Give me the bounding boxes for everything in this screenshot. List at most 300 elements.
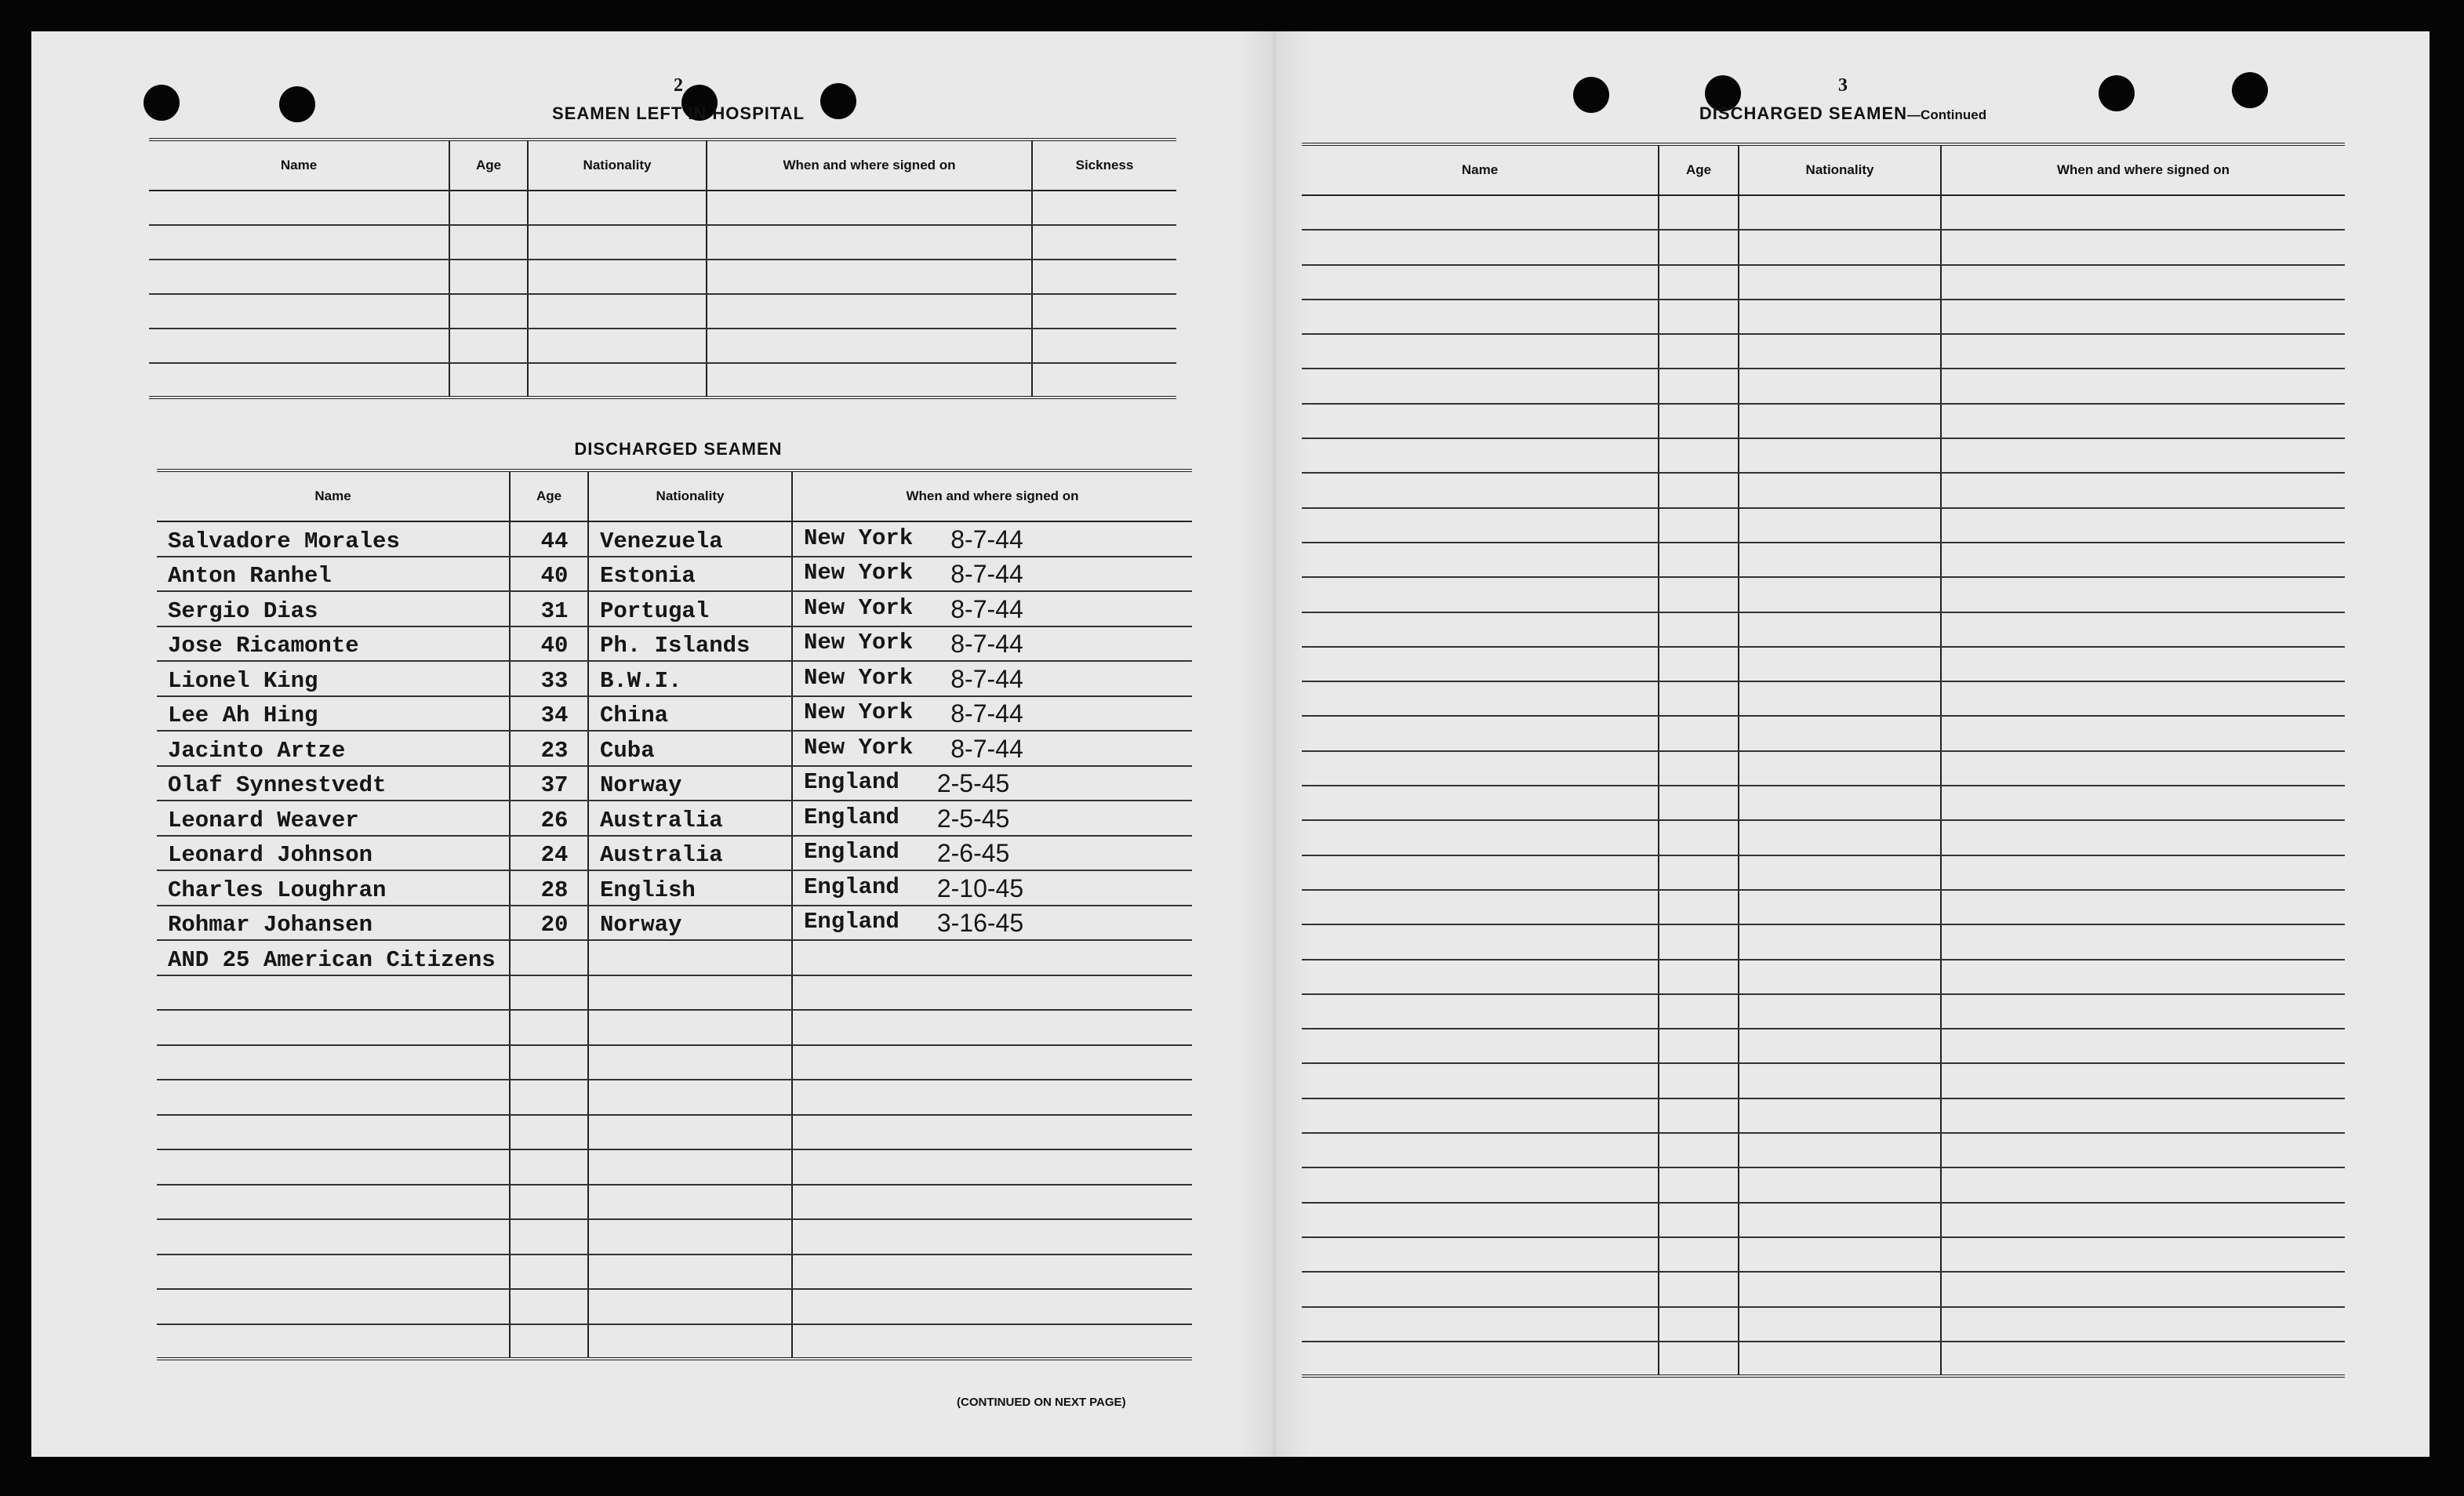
signed-on-place: New York — [804, 699, 914, 725]
empty-cell — [1659, 369, 1739, 403]
signed-on-date: 8-7-44 — [950, 560, 1023, 588]
empty-cell — [510, 1219, 588, 1255]
table-row — [157, 975, 1192, 1011]
empty-cell — [1302, 577, 1659, 612]
empty-cell — [1302, 543, 1659, 577]
table-row — [157, 1080, 1192, 1115]
empty-cell — [792, 1010, 1192, 1045]
empty-cell — [1739, 681, 1941, 716]
seaman-nationality: Norway — [588, 906, 792, 941]
seaman-name: Salvadore Morales — [157, 521, 510, 557]
table-row — [1302, 786, 2345, 820]
table-row — [157, 1219, 1192, 1255]
signed-on-date: 8-7-44 — [950, 664, 1023, 693]
empty-cell — [1739, 612, 1941, 647]
empty-cell — [510, 1185, 588, 1220]
seaman-age: 24 — [510, 836, 588, 871]
empty-cell — [1941, 751, 2345, 786]
empty-cell — [1302, 1237, 1659, 1272]
empty-cell — [1941, 334, 2345, 369]
empty-cell — [157, 1115, 510, 1150]
seaman-nationality: Norway — [588, 766, 792, 801]
empty-cell — [1739, 751, 1941, 786]
signed-on-cell — [792, 696, 1192, 732]
table-row — [149, 329, 1176, 363]
empty-cell — [1302, 1342, 1659, 1376]
table-row — [1302, 1203, 2345, 1237]
empty-cell — [157, 1045, 510, 1080]
empty-cell — [1941, 647, 2345, 681]
empty-cell — [157, 1010, 510, 1045]
empty-cell — [1659, 438, 1739, 473]
column-header-nationality: Nationality — [528, 140, 707, 191]
empty-cell — [792, 1289, 1192, 1324]
empty-cell — [157, 1185, 510, 1220]
seaman-nationality: Estonia — [588, 557, 792, 592]
empty-cell — [1739, 404, 1941, 438]
signed-on-place: England — [804, 769, 899, 795]
signed-on-value — [804, 699, 1192, 728]
table-row — [1302, 1098, 2345, 1133]
empty-cell — [792, 1080, 1192, 1115]
table-row — [1302, 543, 2345, 577]
seaman-nationality: Australia — [588, 801, 792, 836]
table-row — [149, 363, 1176, 398]
empty-cell — [1941, 577, 2345, 612]
signed-on-place: New York — [804, 664, 914, 691]
seaman-name: Lee Ah Hing — [157, 696, 510, 732]
empty-cell — [1941, 438, 2345, 473]
empty-cell — [1302, 473, 1659, 507]
signed-on-value — [804, 595, 1192, 624]
empty-cell — [1302, 438, 1659, 473]
empty-cell — [1739, 543, 1941, 577]
empty-cell — [1739, 265, 1941, 300]
empty-cell — [1739, 334, 1941, 369]
hospital-table — [149, 138, 1176, 399]
empty-cell — [1302, 230, 1659, 264]
empty-cell — [1659, 1272, 1739, 1306]
empty-cell — [1659, 195, 1739, 230]
empty-cell — [1302, 612, 1659, 647]
empty-cell — [1659, 924, 1739, 959]
table-row — [1302, 1167, 2345, 1202]
column-header-sickness: Sickness — [1032, 140, 1176, 191]
empty-cell — [1302, 1063, 1659, 1098]
signed-on-date: 8-7-44 — [950, 594, 1023, 623]
table-row — [157, 801, 1192, 836]
empty-cell — [1302, 1167, 1659, 1202]
empty-cell — [1739, 195, 1941, 230]
seaman-age: 26 — [510, 801, 588, 836]
empty-cell — [510, 975, 588, 1011]
signed-on-place: England — [804, 873, 899, 900]
empty-cell — [510, 1080, 588, 1115]
empty-cell — [1659, 890, 1739, 924]
page-fold — [1239, 31, 1310, 1457]
signed-on-place: New York — [804, 525, 914, 551]
signed-on-date: 8-7-44 — [950, 699, 1023, 728]
empty-cell — [792, 1324, 1192, 1360]
column-header-age: Age — [449, 140, 528, 191]
signed-on-date: 2-5-45 — [936, 804, 1010, 833]
empty-cell — [1659, 334, 1739, 369]
empty-cell — [1302, 786, 1659, 820]
empty-cell — [1659, 855, 1739, 890]
empty-cell — [1739, 1133, 1941, 1167]
table-row — [157, 626, 1192, 662]
signed-on-date: 2-5-45 — [936, 769, 1010, 797]
table-row — [157, 1045, 1192, 1080]
empty-cell — [510, 1324, 588, 1360]
continued-note: (CONTINUED ON NEXT PAGE) — [957, 1396, 1126, 1409]
seaman-age: 40 — [510, 557, 588, 592]
american-citizens-note: AND 25 American Citizens — [157, 940, 510, 975]
signed-on-place: New York — [804, 734, 914, 761]
table-row — [1302, 369, 2345, 403]
empty-cell — [157, 1149, 510, 1185]
table-row — [157, 521, 1192, 557]
empty-cell — [157, 1324, 510, 1360]
empty-cell — [792, 1219, 1192, 1255]
empty-cell — [1659, 1063, 1739, 1098]
table-row — [149, 260, 1176, 294]
empty-cell — [1941, 195, 2345, 230]
empty-cell — [1739, 1203, 1941, 1237]
empty-cell — [1659, 1237, 1739, 1272]
empty-cell — [1739, 1307, 1941, 1342]
signed-on-value — [804, 804, 1192, 833]
seaman-name: Sergio Dias — [157, 591, 510, 626]
table-row — [1302, 1029, 2345, 1063]
empty-cell — [588, 975, 792, 1011]
table-row — [1302, 1237, 2345, 1272]
table-row — [157, 766, 1192, 801]
empty-cell — [1659, 994, 1739, 1029]
empty-cell — [792, 975, 1192, 1011]
column-header-signed-on: When and where signed on — [707, 140, 1032, 191]
discharged-continued-table — [1302, 143, 2345, 1378]
table-row — [157, 906, 1192, 941]
signed-on-value — [804, 839, 1192, 868]
empty-cell — [1659, 265, 1739, 300]
empty-cell — [510, 940, 588, 975]
title-text: DISCHARGED SEAMEN — [1699, 103, 1908, 123]
empty-cell — [1659, 543, 1739, 577]
seaman-name: Rohmar Johansen — [157, 906, 510, 941]
empty-cell — [1302, 1203, 1659, 1237]
empty-cell — [1302, 681, 1659, 716]
table-row — [1302, 438, 2345, 473]
empty-cell — [588, 1324, 792, 1360]
table-row — [1302, 647, 2345, 681]
empty-cell — [1302, 855, 1659, 890]
seaman-nationality: Australia — [588, 836, 792, 871]
empty-cell — [1659, 681, 1739, 716]
empty-cell — [1941, 855, 2345, 890]
empty-cell — [1659, 1203, 1739, 1237]
empty-cell — [792, 1149, 1192, 1185]
empty-cell — [1739, 786, 1941, 820]
signed-on-value — [804, 735, 1192, 764]
seaman-name: Charles Loughran — [157, 870, 510, 906]
empty-cell — [1302, 300, 1659, 334]
column-header-nationality: Nationality — [588, 470, 792, 521]
signed-on-date: 8-7-44 — [950, 734, 1023, 763]
table-row — [1302, 612, 2345, 647]
table-row — [157, 1324, 1192, 1360]
signed-on-cell — [792, 731, 1192, 766]
empty-cell — [510, 1255, 588, 1290]
empty-cell — [1302, 647, 1659, 681]
empty-cell — [1739, 438, 1941, 473]
table-row — [157, 836, 1192, 871]
empty-cell — [1659, 612, 1739, 647]
empty-cell — [1659, 508, 1739, 543]
empty-cell — [588, 1149, 792, 1185]
empty-cell — [1941, 543, 2345, 577]
empty-cell — [588, 1185, 792, 1220]
table-row — [157, 1289, 1192, 1324]
signed-on-date: 2-10-45 — [936, 873, 1024, 902]
empty-cell — [1739, 890, 1941, 924]
table-row — [157, 661, 1192, 696]
signed-on-value — [804, 560, 1192, 589]
table-row — [1302, 230, 2345, 264]
table-row — [157, 1185, 1192, 1220]
empty-cell — [1739, 369, 1941, 403]
table-row — [1302, 716, 2345, 750]
seaman-nationality: Venezuela — [588, 521, 792, 557]
signed-on-cell — [792, 801, 1192, 836]
table-row — [157, 1255, 1192, 1290]
signed-on-place: New York — [804, 594, 914, 621]
page-number: 3 — [1838, 75, 1848, 96]
table-row — [149, 294, 1176, 329]
empty-cell — [1941, 1063, 2345, 1098]
empty-cell — [1659, 786, 1739, 820]
signed-on-value — [804, 665, 1192, 694]
empty-cell — [1941, 265, 2345, 300]
empty-cell — [1659, 960, 1739, 994]
seaman-name: Jose Ricamonte — [157, 626, 510, 662]
empty-cell — [1941, 300, 2345, 334]
empty-cell — [1941, 820, 2345, 855]
empty-cell — [1941, 473, 2345, 507]
signed-on-cell — [792, 906, 1192, 941]
empty-cell — [1659, 577, 1739, 612]
signed-on-date: 2-6-45 — [936, 839, 1010, 867]
empty-cell — [792, 1185, 1192, 1220]
seaman-age: 40 — [510, 626, 588, 662]
empty-cell — [588, 1080, 792, 1115]
signed-on-value — [804, 769, 1192, 798]
column-header-name: Name — [157, 470, 510, 521]
table-row — [1302, 404, 2345, 438]
signed-on-place: New York — [804, 630, 914, 655]
empty-cell — [1659, 230, 1739, 264]
empty-cell — [1739, 1063, 1941, 1098]
empty-cell — [157, 1255, 510, 1290]
seaman-age: 37 — [510, 766, 588, 801]
empty-cell — [1659, 473, 1739, 507]
empty-cell — [792, 940, 1192, 975]
table-row — [157, 557, 1192, 592]
seaman-name: Olaf Synnestvedt — [157, 766, 510, 801]
signed-on-date: 3-16-45 — [936, 909, 1024, 937]
empty-cell — [1659, 404, 1739, 438]
empty-cell — [1739, 1237, 1941, 1272]
empty-cell — [1941, 994, 2345, 1029]
empty-cell — [1302, 924, 1659, 959]
empty-cell — [1302, 960, 1659, 994]
column-header-age: Age — [510, 470, 588, 521]
empty-cell — [588, 1289, 792, 1324]
hospital-section-title: SEAMEN LEFT IN HOSPITAL — [551, 103, 805, 123]
empty-cell — [1941, 230, 2345, 264]
table-row — [157, 1149, 1192, 1185]
signed-on-value — [804, 525, 1192, 554]
signed-on-cell — [792, 870, 1192, 906]
table-row — [157, 940, 1192, 975]
empty-cell — [510, 1045, 588, 1080]
signed-on-value — [804, 630, 1192, 659]
signed-on-date: 8-7-44 — [950, 630, 1023, 658]
seaman-name: Leonard Weaver — [157, 801, 510, 836]
empty-cell — [1659, 1133, 1739, 1167]
table-row — [1302, 334, 2345, 369]
empty-cell — [1739, 855, 1941, 890]
empty-cell — [1941, 924, 2345, 959]
table-row — [1302, 960, 2345, 994]
empty-cell — [1739, 1342, 1941, 1376]
signed-on-cell — [792, 661, 1192, 696]
empty-cell — [1659, 1342, 1739, 1376]
discharged-table — [157, 469, 1192, 1360]
empty-cell — [1739, 1098, 1941, 1133]
empty-cell — [1739, 647, 1941, 681]
empty-cell — [1739, 994, 1941, 1029]
empty-cell — [1302, 265, 1659, 300]
table-row — [1302, 195, 2345, 230]
seaman-age: 34 — [510, 696, 588, 732]
table-row — [1302, 820, 2345, 855]
empty-cell — [1739, 577, 1941, 612]
table-row — [157, 591, 1192, 626]
empty-cell — [1739, 1167, 1941, 1202]
empty-cell — [1739, 473, 1941, 507]
empty-cell — [1941, 1307, 2345, 1342]
empty-cell — [588, 1010, 792, 1045]
empty-cell — [157, 1219, 510, 1255]
empty-cell — [1941, 1342, 2345, 1376]
empty-cell — [1302, 1029, 1659, 1063]
table-row — [157, 1010, 1192, 1045]
empty-cell — [1659, 300, 1739, 334]
table-row — [1302, 994, 2345, 1029]
signed-on-cell — [792, 626, 1192, 662]
signed-on-cell — [792, 557, 1192, 592]
empty-cell — [1941, 508, 2345, 543]
empty-cell — [1941, 1203, 2345, 1237]
table-row — [1302, 300, 2345, 334]
seaman-nationality: Portugal — [588, 591, 792, 626]
empty-cell — [588, 1219, 792, 1255]
empty-cell — [1302, 404, 1659, 438]
title-suffix: —Continued — [1907, 107, 1987, 122]
empty-cell — [1941, 404, 2345, 438]
seaman-nationality: English — [588, 870, 792, 906]
empty-cell — [1941, 681, 2345, 716]
discharged-continued-title — [1302, 103, 2384, 124]
signed-on-date: 8-7-44 — [950, 525, 1023, 554]
empty-cell — [1659, 1167, 1739, 1202]
column-header-name: Name — [149, 140, 449, 191]
signed-on-place: England — [804, 839, 899, 865]
seaman-name: Jacinto Artze — [157, 731, 510, 766]
empty-cell — [1941, 890, 2345, 924]
empty-cell — [1739, 1272, 1941, 1306]
table-row — [149, 225, 1176, 260]
empty-cell — [1739, 508, 1941, 543]
signed-on-place: England — [804, 909, 899, 935]
table-row — [1302, 751, 2345, 786]
empty-cell — [1941, 1272, 2345, 1306]
signed-on-cell — [792, 521, 1192, 557]
document-sheet — [31, 31, 2429, 1457]
table-row — [1302, 855, 2345, 890]
page-number: 2 — [674, 75, 683, 96]
empty-cell — [1659, 716, 1739, 750]
signed-on-value — [804, 909, 1192, 938]
seaman-name: Leonard Johnson — [157, 836, 510, 871]
empty-cell — [1302, 994, 1659, 1029]
seaman-age: 23 — [510, 731, 588, 766]
empty-cell — [1302, 1133, 1659, 1167]
empty-cell — [510, 1115, 588, 1150]
empty-cell — [1302, 820, 1659, 855]
empty-cell — [1739, 300, 1941, 334]
seaman-age: 31 — [510, 591, 588, 626]
seaman-age: 33 — [510, 661, 588, 696]
empty-cell — [1739, 1029, 1941, 1063]
table-row — [149, 191, 1176, 225]
empty-cell — [1941, 1098, 2345, 1133]
empty-cell — [792, 1045, 1192, 1080]
signed-on-cell — [792, 591, 1192, 626]
column-header-signed-on: When and where signed on — [792, 470, 1192, 521]
empty-cell — [1739, 820, 1941, 855]
empty-cell — [1659, 751, 1739, 786]
empty-cell — [157, 1289, 510, 1324]
empty-cell — [1659, 1307, 1739, 1342]
empty-cell — [1302, 334, 1659, 369]
signed-on-cell — [792, 766, 1192, 801]
table-row — [1302, 508, 2345, 543]
column-header-name: Name — [1302, 144, 1659, 195]
empty-cell — [157, 975, 510, 1011]
signed-on-place: New York — [804, 560, 914, 586]
empty-cell — [1302, 716, 1659, 750]
empty-cell — [1659, 1098, 1739, 1133]
column-header-signed-on: When and where signed on — [1941, 144, 2345, 195]
table-row — [1302, 1307, 2345, 1342]
empty-cell — [1659, 820, 1739, 855]
table-row — [1302, 924, 2345, 959]
seaman-name: Anton Ranhel — [157, 557, 510, 592]
empty-cell — [510, 1289, 588, 1324]
table-row — [1302, 1272, 2345, 1306]
